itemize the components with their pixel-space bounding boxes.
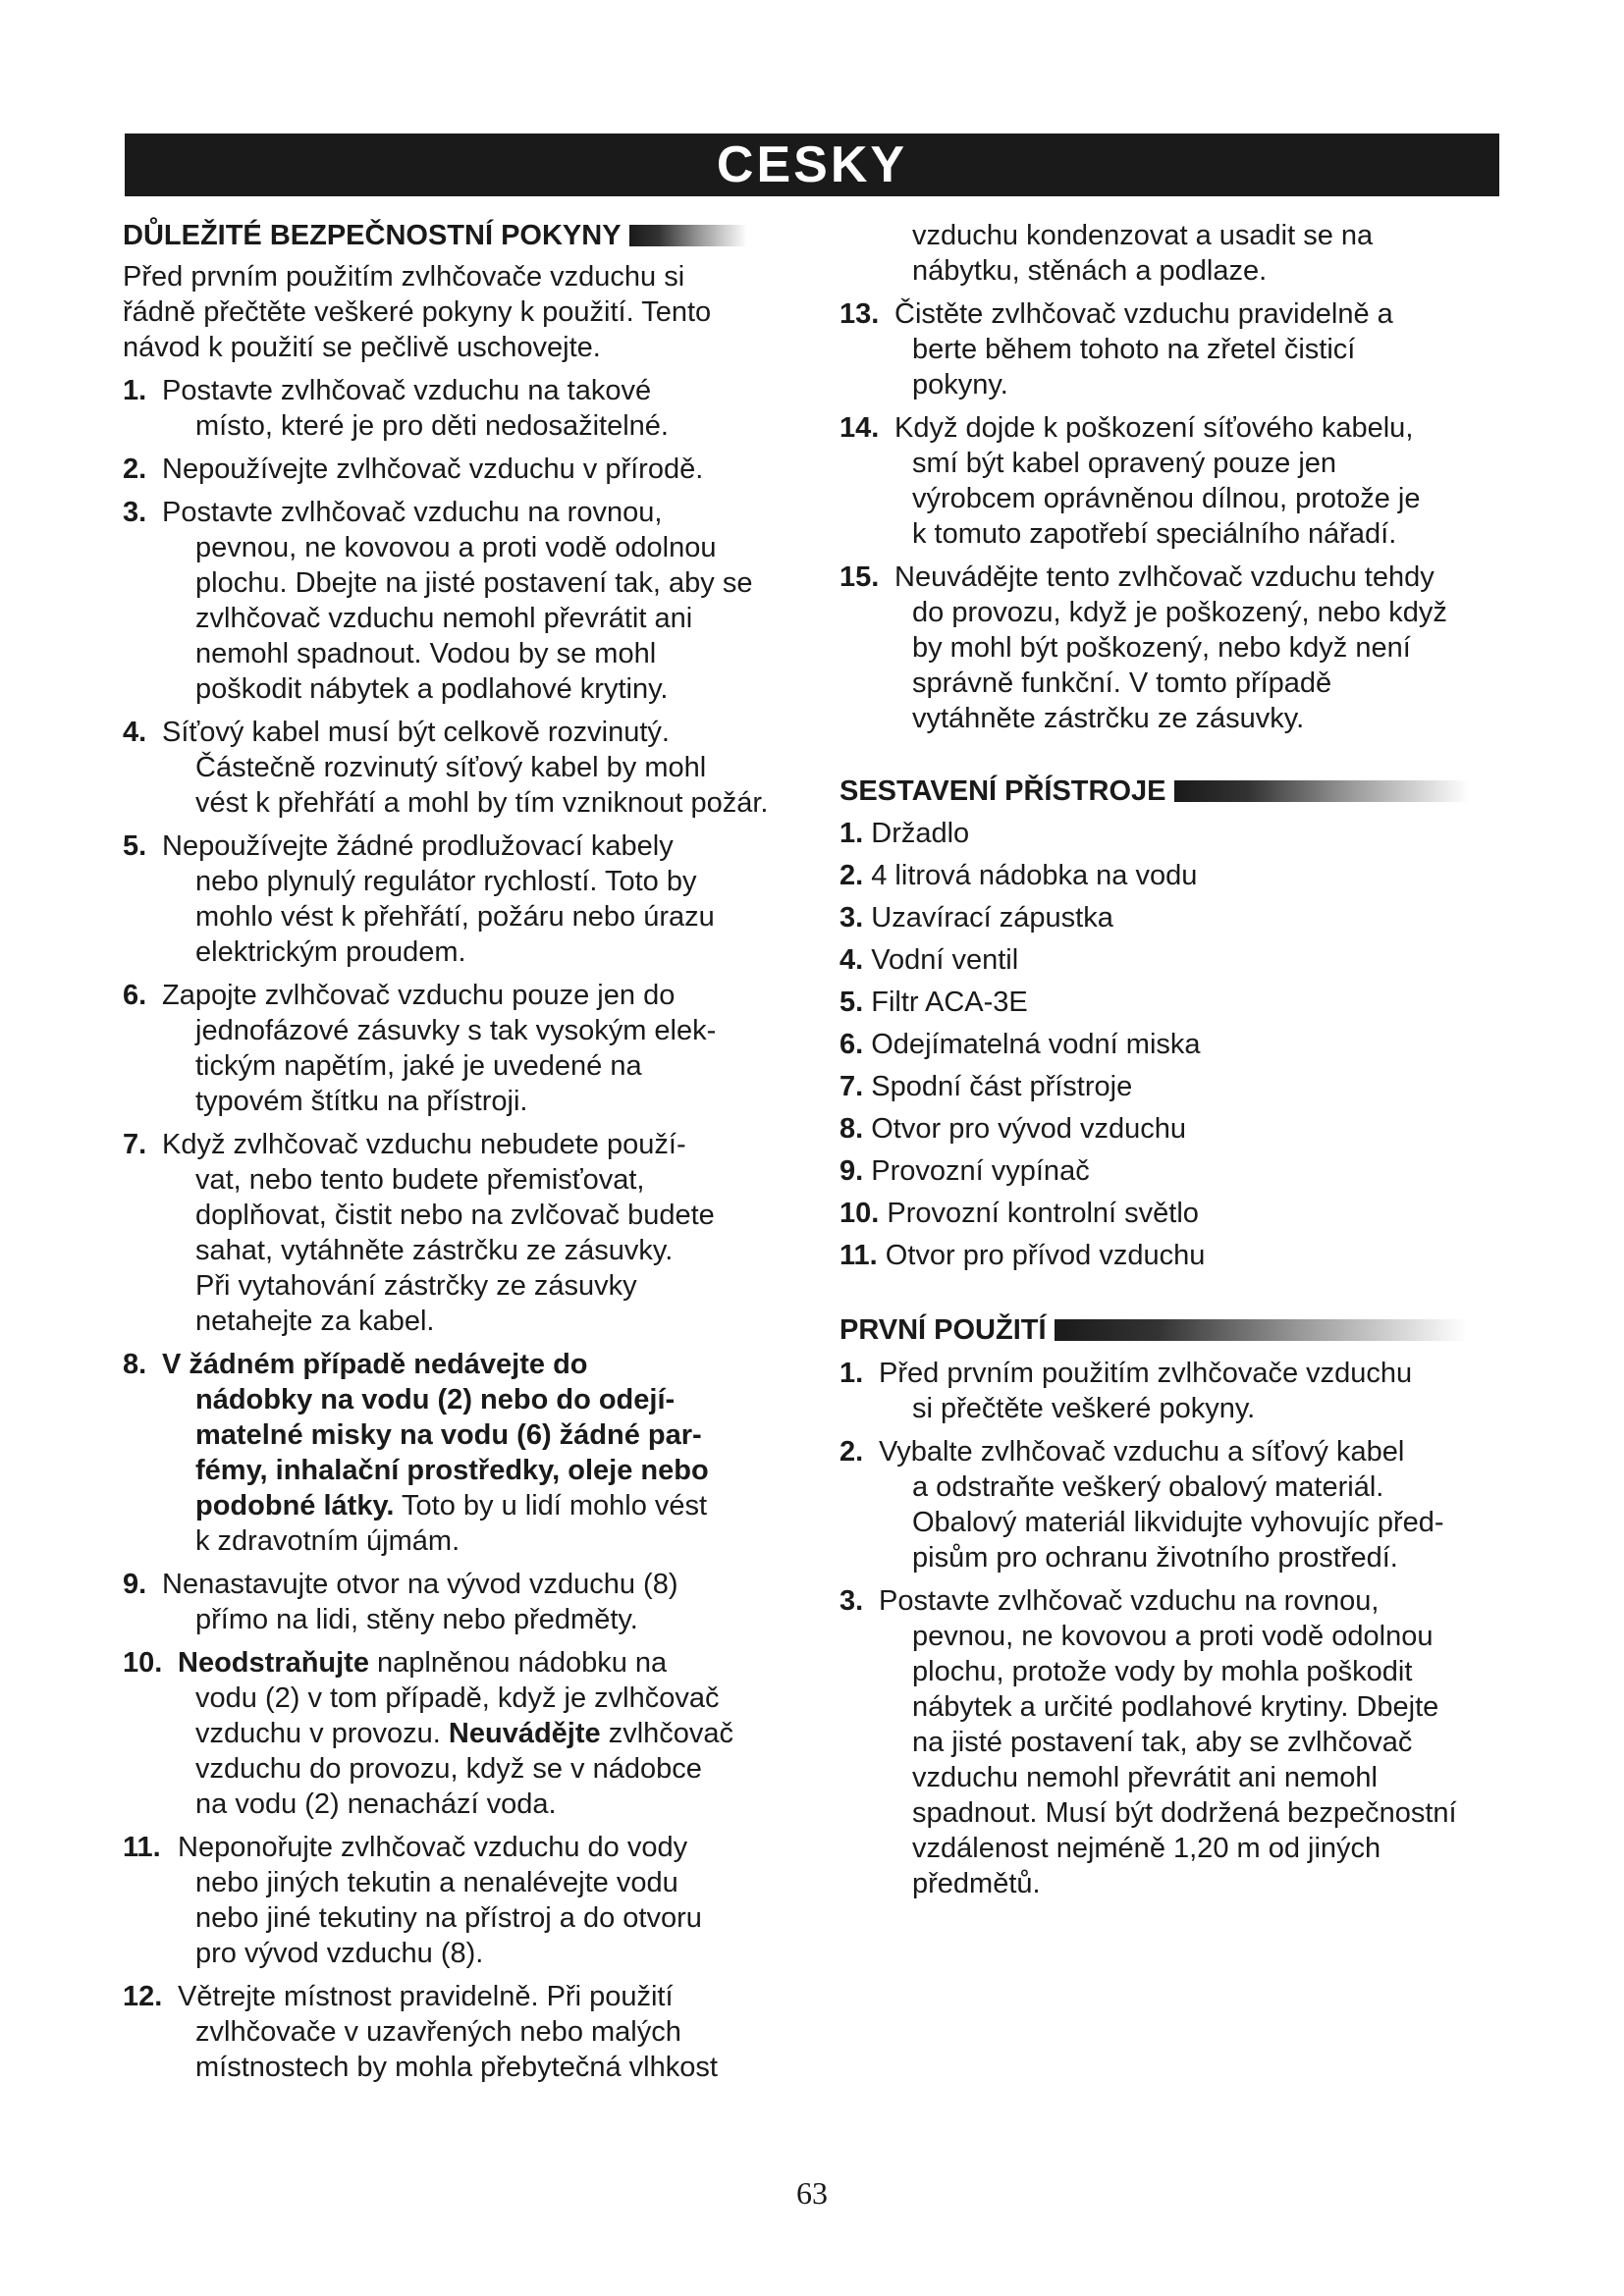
parts-list	[839, 816, 1517, 1273]
heading-bar	[1055, 1319, 1467, 1341]
heading-bar	[1174, 780, 1469, 802]
part-item: 3. Uzavírací zápustka	[839, 902, 1113, 934]
safety-item-8: 8. V žádném případě nedávejte do nádobky na vodu (2) nebo do odejí- matelné misky na vodu (6) žádné par- fémy, inhalační prostředky, oleje nebo podobné látky. Toto by u lidí mohlo vést k zdravotním újmám.	[123, 1349, 709, 1557]
first-use-heading: PRVNÍ POUŽITÍ	[839, 1312, 1517, 1348]
part-item: 8. Otvor pro vývod vzduchu	[839, 1113, 1187, 1145]
safety-item: 2. Nepoužívejte zvlhčovač vzduchu v přírodě.	[123, 454, 704, 485]
part-item: 10. Provozní kontrolní světlo	[839, 1198, 1199, 1229]
safety-list-right	[839, 296, 1517, 736]
part-item: 7. Spodní část přístroje	[839, 1071, 1133, 1102]
safety-item: 1. Postavte zvlhčovač vzduchu na takové místo, které je pro děti nedosažitelné.	[123, 375, 669, 442]
safety-item: 15. Neuvádějte tento zvlhčovač vzduchu tehdy do provozu, když je poškozený, nebo když by mohl být poškozený, nebo když není správně funkční. V tomto případě vytáhněte zástrčku ze zásuvky.	[839, 561, 1447, 734]
part-item: 4. Vodní ventil	[839, 944, 1019, 976]
safety-item: 11. Neponořujte zvlhčovač vzduchu do vody nebo jiných tekutin a nenalévejte vodu nebo jiné tekutiny na přístroj a do otvoru pro vývod vzduchu (8).	[123, 1832, 702, 1969]
part-item: 1. Držadlo	[839, 818, 970, 849]
first-use-list	[839, 1356, 1517, 1901]
part-item: 2. 4 litrová nádobka na vodu	[839, 860, 1198, 891]
first-use-step: 1. Před prvním použitím zvlhčovače vzduchu si přečtěte veškeré pokyny.	[839, 1358, 1413, 1424]
page-number: 63	[796, 2175, 828, 2211]
language-banner: CESKY	[125, 133, 1499, 196]
safety-item: 12. Větrejte místnost pravidelně. Při použití zvlhčovače v uzavřených nebo malých místnostech by mohla přebytečná vlhkost	[123, 1981, 718, 2083]
safety-item: 5. Nepoužívejte žádné prodlužovací kabely nebo plynulý regulátor rychlostí. Toto by mohlo vést k přehřátí, požáru nebo úrazu elektrickým proudem.	[123, 830, 715, 968]
safety-item-10: 10. Neodstraňujte naplněnou nádobku na vodu (2) v tom případě, když je zvlhčovač vzduchu v provozu. Neuvádějte zvlhčovač vzduchu do provozu, když se v nádobce na vodu (2) nenachází voda.	[123, 1647, 734, 1820]
part-item: 6. Odejímatelná vodní miska	[839, 1029, 1201, 1060]
part-item: 9. Provozní vypínač	[839, 1155, 1090, 1187]
safety-heading: DŮLEŽITÉ BEZPEČNOSTNÍ POKYNY	[123, 218, 822, 253]
left-column	[123, 218, 822, 2085]
safety-item-9: 9. Nenastavujte otvor na vývod vzduchu (8) přímo na lidi, stěny nebo předměty.	[123, 1569, 678, 1635]
safety-item: 6. Zapojte zvlhčovač vzduchu pouze jen do jednofázové zásuvky s tak vysokým elek- tickým napětím, jaké je uvedené na typovém štítku na přístroji.	[123, 980, 717, 1117]
safety-intro: Před prvním použitím zvlhčovače vzduchu si řádně přečtěte veškeré pokyny k použití. Tento návod k použití se pečlivě uschovejte.	[123, 261, 712, 363]
safety-list-continued	[123, 1830, 822, 2085]
first-use-step: 3. Postavte zvlhčovač vzduchu na rovnou, pevnou, ne kovovou a proti vodě odolnou plochu, protože vody by mohla poškodit nábytek a určité podlahové krytiny. Dbejte na jisté postavení tak, aby se zvlhčovač vzduchu nemohl převrátit ani nemohl spadnout. Musí být dodržená bezpečnostní vzdálenost nejméně 1,20 m od jiných předmětů.	[839, 1585, 1457, 1899]
part-item: 11. Otvor pro přívod vzduchu	[839, 1240, 1206, 1271]
item-12-continuation: vzduchu kondenzovat a usadit se na nábytku, stěnách a podlaze.	[912, 220, 1374, 287]
right-column	[839, 218, 1517, 1901]
safety-item: 14. Když dojde k poškození síťového kabelu, smí být kabel opravený pouze jen výrobcem oprávněnou dílnou, protože je k tomuto zapotřebí speciálního nářadí.	[839, 412, 1421, 550]
assembly-heading: SESTAVENÍ PŘÍSTROJE	[839, 774, 1517, 809]
heading-bar	[629, 225, 747, 246]
first-use-step: 2. Vybalte zvlhčovač vzduchu a síťový kabel a odstraňte veškerý obalový materiál. Obalový materiál likvidujte vyhovujíc před- pisům pro ochranu životního prostředí.	[839, 1436, 1444, 1574]
safety-item: 4. Síťový kabel musí být celkově rozvinutý. Částečně rozvinutý síťový kabel by mohl vést k přehřátí a mohl by tím vzniknout požár.	[123, 717, 769, 819]
safety-item: 3. Postavte zvlhčovač vzduchu na rovnou, pevnou, ne kovovou a proti vodě odolnou plochu. Dbejte na jisté postavení tak, aby se zvlhčovač vzduchu nemohl převrátit ani nemohl spadnout. Vodou by se mohl poškodit nábytek a podlahové krytiny.	[123, 497, 753, 705]
part-item: 5. Filtr ACA-3E	[839, 987, 1028, 1018]
safety-list	[123, 373, 822, 1339]
safety-item: 13. Čistěte zvlhčovač vzduchu pravidelně a berte během tohoto na zřetel čisticí pokyny.	[839, 298, 1393, 400]
safety-item: 7. Když zvlhčovač vzduchu nebudete použí- vat, nebo tento budete přemisťovat, doplňovat, čistit nebo na zvlčovač budete sahat, vytáhněte zástrčku ze zásuvky. Při vytahování zástrčky ze zásuvky netahejte za kabel.	[123, 1129, 715, 1337]
